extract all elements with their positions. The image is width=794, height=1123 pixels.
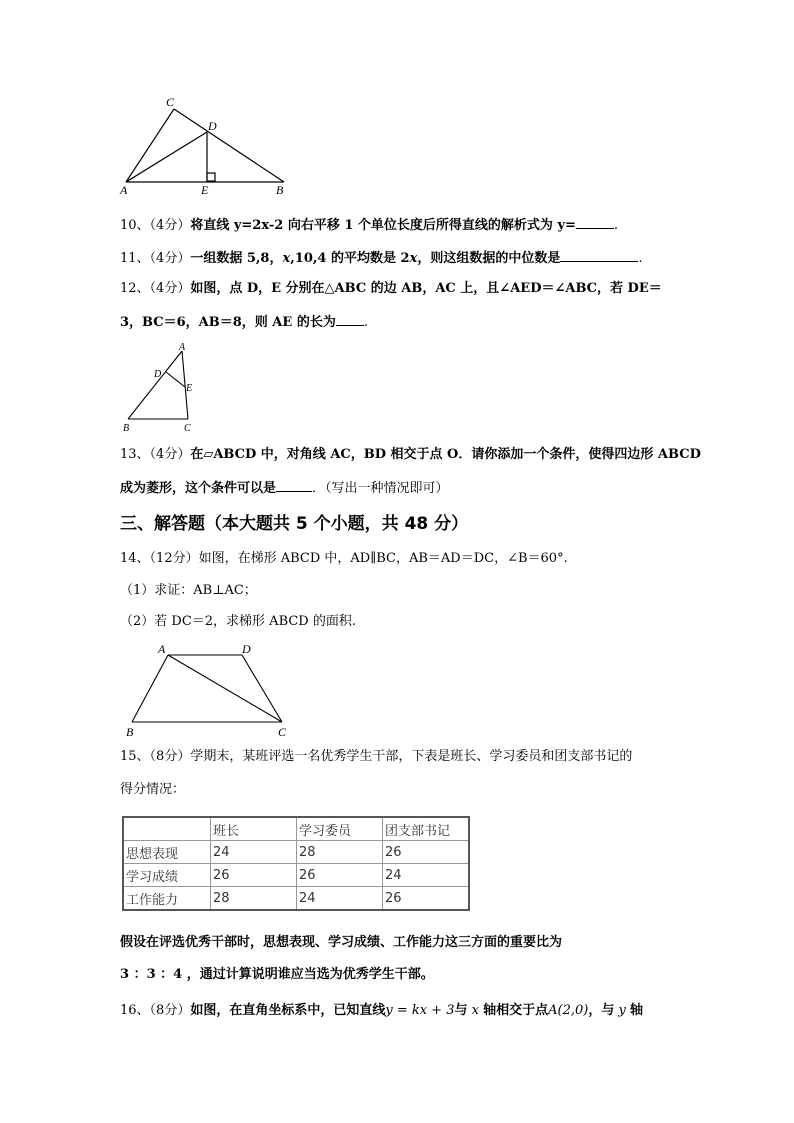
table-header-cell: 班长 (211, 817, 297, 841)
question-text: 如图，点 D，E 分别在△ABC 的边 AB，AC 上，且∠AED＝∠ABC，若 DE＝ (190, 281, 662, 296)
question-text: 将直线 y=2x-2 向右平移 1 个单位长度后所得直线的解析式为 y= (190, 218, 576, 233)
question-end: . (638, 251, 643, 266)
question-13-line-1 (120, 445, 701, 465)
question-text-c: 轴相交于点 (483, 1003, 549, 1018)
triangle-figure-q12 (118, 341, 208, 433)
label-a: A (120, 183, 128, 197)
label-e: E (201, 183, 209, 197)
question-text-c: ，则这组数据的中位数是 (417, 251, 561, 266)
line-formula: y = kx + 3 (385, 1003, 455, 1018)
table-cell: 28 (211, 887, 297, 911)
question-text-d: ，与 (588, 1003, 615, 1018)
segment-dc (242, 655, 282, 722)
y-axis-symbol: y (618, 1003, 626, 1018)
table-cell: 工作能力 (123, 887, 211, 911)
question-number: 15、 (120, 749, 150, 764)
table-header-cell: 学习委员 (297, 817, 383, 841)
table-cell: 24 (211, 841, 297, 864)
table-row (123, 887, 469, 911)
table-row (123, 841, 469, 864)
variable-x: x (282, 251, 291, 266)
question-score: （4分） (149, 281, 191, 296)
table-row (123, 864, 469, 887)
table-header-row (123, 817, 469, 841)
question-score: （4分） (149, 218, 191, 233)
question-score: （4分） (149, 251, 191, 266)
segment-cb (174, 109, 284, 182)
question-end: . (613, 218, 619, 233)
answer-blank[interactable] (276, 477, 312, 492)
question-text-e: 轴 (630, 1003, 644, 1018)
question-text: 得分情况： (120, 782, 186, 797)
question-text-b: 与 (454, 1003, 468, 1018)
question-text: 假设在评选优秀干部时，思想表现、学习成绩、工作能力这三方面的重要比为 (120, 935, 563, 950)
question-number: 11、 (120, 251, 150, 266)
table-cell: 思想表现 (123, 841, 211, 864)
table-cell: 26 (297, 864, 383, 887)
table-cell: 24 (383, 864, 470, 887)
trapezoid-figure-q14 (118, 642, 298, 740)
question-14 (120, 549, 568, 569)
label-c: C (166, 95, 175, 109)
label-c: C (278, 725, 287, 739)
label-a: A (158, 642, 166, 656)
question-text: 在▱ABCD 中，对角线 AC，BD 相交于点 O．请你添加一个条件，使得四边形 ABCD (190, 447, 701, 462)
question-text: 学期末，某班评选一名优秀学生干部，下表是班长、学习委员和团支部书记的 (190, 749, 633, 764)
question-number: 13、 (120, 447, 150, 462)
question-14-part-1 (120, 581, 257, 601)
label-b: B (123, 423, 130, 434)
table-header-cell (123, 817, 211, 841)
part-text: （1）求证：AB⊥AC； (120, 583, 257, 598)
question-number: 16、 (120, 1003, 150, 1018)
question-text-a: 如图，在直角坐标系中，已知直线 (190, 1003, 386, 1018)
segment-de (166, 372, 185, 387)
score-table (122, 816, 470, 911)
question-text-a: 一组数据 5,8， (190, 251, 283, 266)
answer-blank[interactable] (336, 311, 364, 326)
question-text-a: 成为菱形，这个条件可以是 (120, 481, 277, 496)
answer-blank[interactable] (576, 214, 614, 229)
variable-x-2: x (409, 251, 418, 266)
question-14-part-2 (120, 612, 356, 632)
question-text: 3 ：3 ：4 ，通过计算说明谁应当选为优秀学生干部。 (120, 967, 434, 982)
question-score: （8分） (149, 1003, 191, 1018)
segment-ab (132, 655, 168, 722)
question-15-line-2 (120, 780, 185, 800)
question-number: 14、 (120, 551, 150, 566)
label-d: D (242, 642, 251, 656)
question-text-b: ,10,4 的平均数是 2 (290, 251, 410, 266)
segment-ca (126, 109, 174, 182)
question-score: （12分） (149, 551, 199, 566)
part-text: （2）若 DC＝2，求梯形 ABCD 的面积. (120, 614, 356, 629)
question-16 (120, 1001, 643, 1021)
table-cell: 26 (383, 841, 470, 864)
question-end: . (363, 315, 368, 330)
answer-blank[interactable] (560, 247, 638, 262)
triangle-figure-q9 (118, 94, 298, 198)
segment-ac (168, 655, 282, 722)
question-text: 如图，在梯形 ABCD 中，AD∥BC，AB＝AD＝DC，∠B＝60°. (198, 551, 568, 566)
question-number: 10、 (120, 218, 150, 233)
label-d: D (208, 119, 217, 133)
right-angle-mark (207, 173, 215, 181)
section-title: 三、解答题（本大题共 5 个小题，共 48 分） (120, 514, 469, 534)
question-15-line-3 (120, 933, 562, 953)
table-cell: 24 (297, 887, 383, 911)
table-cell: 28 (297, 841, 383, 864)
question-score: （4分） (149, 447, 191, 462)
question-15-line-1 (120, 747, 632, 767)
question-13-line-2 (120, 477, 449, 499)
question-11 (120, 247, 642, 269)
label-c: C (184, 423, 191, 434)
question-15-line-4 (120, 965, 434, 985)
question-score: （8分） (149, 749, 191, 764)
question-12-line-1 (120, 279, 662, 299)
label-b: B (126, 725, 134, 739)
label-a: A (179, 342, 186, 353)
x-axis-symbol: x (471, 1003, 479, 1018)
label-d: D (154, 369, 162, 380)
table-cell: 学习成绩 (123, 864, 211, 887)
table-cell: 26 (383, 887, 470, 911)
table-header-cell: 团支部书记 (383, 817, 470, 841)
point-a: A(2,0) (548, 1003, 589, 1018)
question-text-b: ．（写出一种情况即可） (312, 481, 449, 496)
label-b: B (276, 183, 284, 197)
label-e: E (186, 383, 193, 394)
segment-ab (128, 351, 182, 419)
question-number: 12、 (120, 281, 150, 296)
table-cell: 26 (211, 864, 297, 887)
question-10 (120, 214, 618, 236)
question-12-line-2 (120, 311, 368, 333)
segment-ad (126, 132, 207, 182)
question-text: 3，BC＝6，AB＝8，则 AE 的长为 (120, 315, 336, 330)
